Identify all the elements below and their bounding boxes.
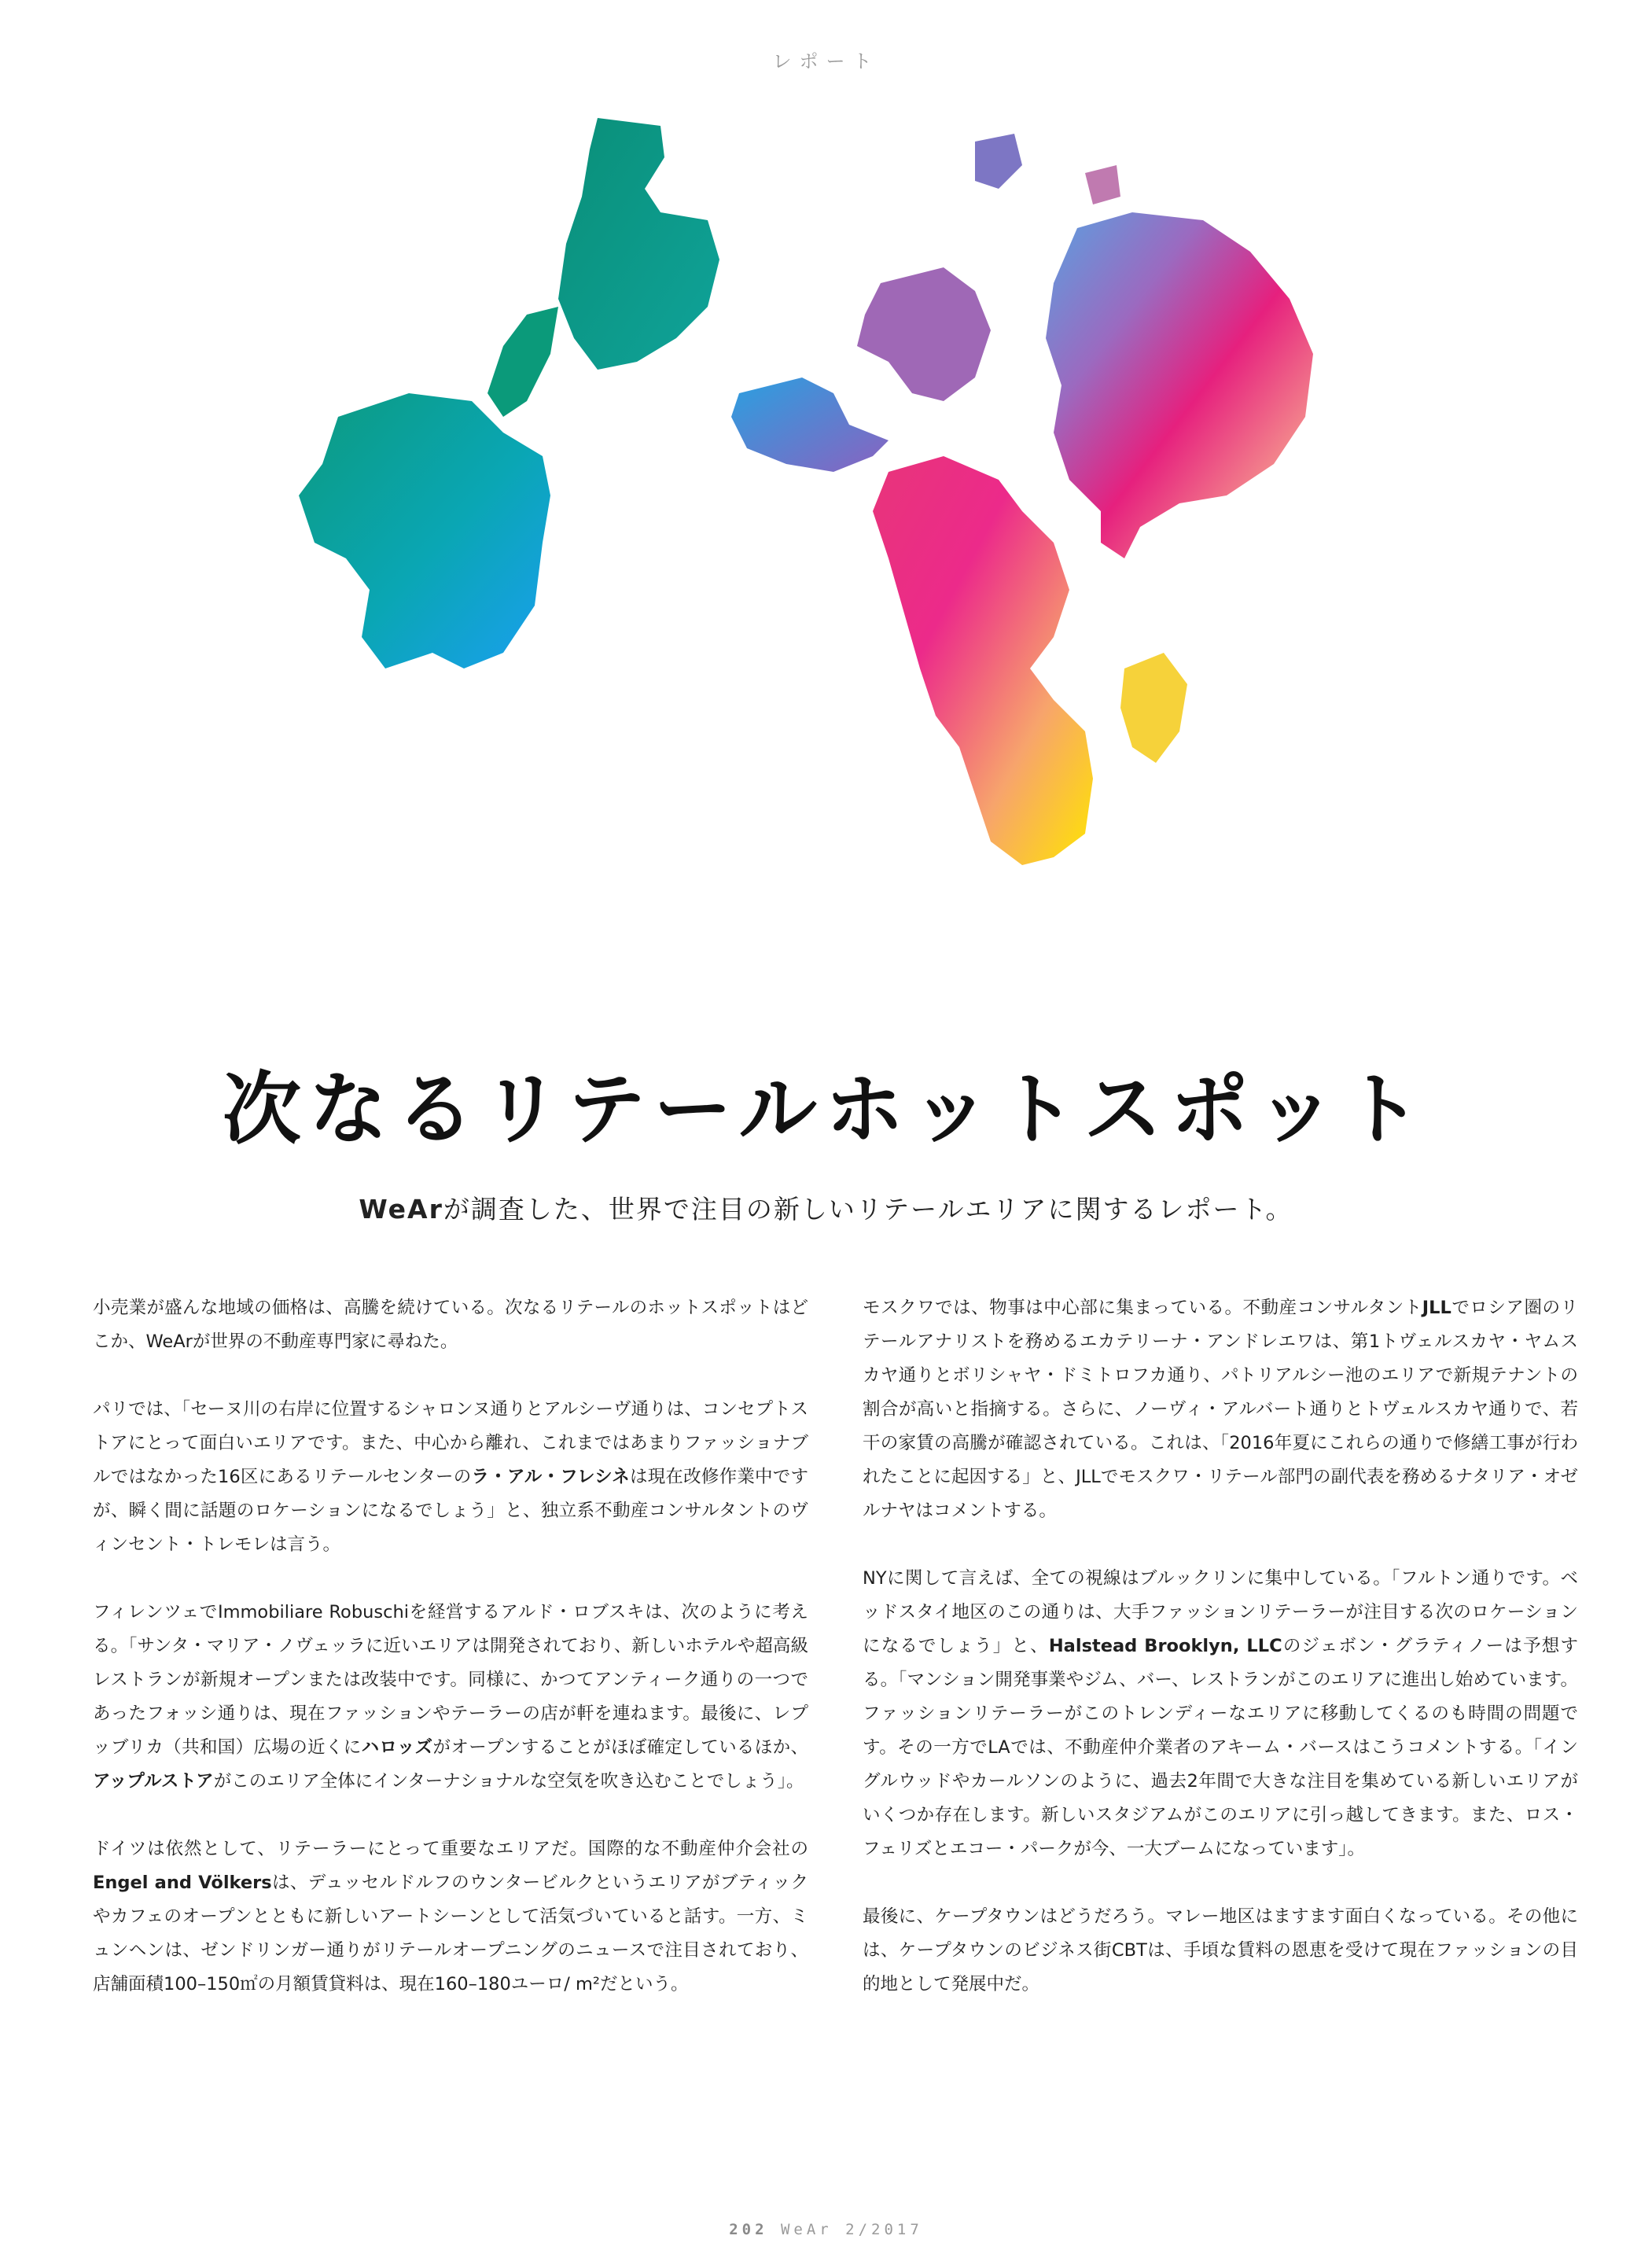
page-footer xyxy=(0,2221,1652,2238)
article-title: 次なるリテールホットスポット xyxy=(223,1063,1429,1155)
map-shape-moscow xyxy=(1046,212,1313,558)
paragraph-text: NYに関して言えば、全ての視線はブルックリンに集中している。「フルトン通りです。ベッドスタイ地区のこの通りは、大手ファッションリテーラーが注目する次のロケーションになるでしょう」と、 xyxy=(863,1568,1578,1656)
cities-map-illustration xyxy=(267,102,1431,904)
paragraph-text: ドイツは依然として、リテーラーにとって重要なエリアだ。国際的な不動産仲介会社の xyxy=(93,1839,808,1859)
paragraph-emphasis: アップルストア xyxy=(93,1771,214,1792)
paragraph-emphasis: JLL xyxy=(1422,1298,1451,1318)
paragraph-text: がこのエリア全体にインターナショナルな空気を吹き込むことでしょう」。 xyxy=(213,1771,804,1792)
paragraph-text: は現在改修作業中ですが、瞬く間に話題のロケーションになるでしょう」と、独立系不動産コンサルタントのヴィンセント・トレモレは言う。 xyxy=(93,1467,808,1555)
map-shape-cape xyxy=(873,456,1093,865)
article-column-left xyxy=(93,1291,808,2035)
map-shape-ny-west xyxy=(488,307,558,417)
map-shape-cape-bay xyxy=(1120,653,1187,763)
paragraph xyxy=(863,1562,1578,1866)
world-cities-map-icon xyxy=(267,102,1431,904)
map-shape-upper-purple xyxy=(975,134,1022,189)
paragraph: 小売業が盛んな地域の価格は、高騰を続けている。次なるリテールのホットスポットはどこか、WeArが世界の不動産専門家に尋ねた。 xyxy=(93,1298,808,1352)
map-shape-small-island xyxy=(1085,165,1120,204)
section-label: レポート xyxy=(772,50,880,72)
map-shape-ny-north xyxy=(558,118,719,370)
paragraph-emphasis: ラ・アル・フレシネ xyxy=(471,1467,630,1487)
paragraph-text: は、デュッセルドルフのウンタービルクというエリアがブティックやカフェのオープンとともに新しいアートシーンとして活気づいていると話す。一方、ミュンヘンは、ゼンドリンガー通りがリテールオープニングのニュースで注目されており、店舗面積100–150㎡の月額賃貸料は、現在160–180ユーロ/ m²だという。 xyxy=(93,1873,808,1994)
paragraph-text: パリでは、「セーヌ川の右岸に位置するシャロンヌ通りとアルシーヴ通りは、コンセプトストアにとって面白いエリアです。また、中心から離れ、これまではあまりファッショナブルではなかった16区にあるリテールセンターの xyxy=(93,1399,808,1487)
subtitle-brand: WeAr xyxy=(359,1194,443,1225)
paragraph: 最後に、ケープタウンはどうだろう。マレー地区はますます面白くなっている。その他には、ケープタウンのビジネス街CBTは、手頃な賃料の恩恵を受けて現在ファッションの目的地として発展中だ。 xyxy=(863,1906,1578,1994)
paragraph-text: のジェボン・グラティノーは予想する。「マンション開発事業やジム、バー、レストランがこのエリアに進出し始めています。ファッションリテーラーがこのトレンディーなエリアに移動してくるのも時間の問題です。その一方でLAでは、不動産仲介業者のアキーム・バースはこうコメントする。「イングルウッドやカールソンのように、過去2年間で大きな注目を集めている新しいエリアがいくつか存在します。新しいスタジアムがこのエリアに引っ越してきます。また、ロス・フェリズとエコー・パークが今、一大ブームになっています」。 xyxy=(863,1636,1578,1859)
paragraph-emphasis: ハロッズ xyxy=(361,1737,433,1758)
article-column-right xyxy=(863,1291,1578,2035)
map-shape-mid-purple xyxy=(857,267,991,401)
page-number: 202 xyxy=(729,2221,768,2238)
map-shape-ny-south xyxy=(299,393,550,668)
paragraph-emphasis: Engel and Völkers xyxy=(93,1873,272,1893)
paragraph-emphasis: Halstead Brooklyn, LLC xyxy=(1048,1636,1282,1656)
paragraph-text: でロシア圏のリテールアナリストを務めるエカテリーナ・アンドレエワは、第1トヴェルスカヤ・ヤムスカヤ通りとボリシャヤ・ドミトロフカ通り、パトリアルシー池のエリアで新規テナントの割合が高いと指摘する。さらに、ノーヴィ・アルバート通りとトヴェルスカヤ通りで、若干の家賃の高騰が確認されている。これは、「2016年夏にこれらの通りで修繕工事が行われたことに起因する」と、JLLでモスクワ・リテール部門の副代表を務めるナタリア・オゼルナヤはコメントする。 xyxy=(863,1298,1578,1521)
paragraph xyxy=(93,1393,808,1562)
subtitle-text: が調査した、世界で注目の新しいリテールエリアに関するレポート。 xyxy=(443,1194,1293,1225)
paragraph-text: フィレンツェでImmobiliare Robuschiを経営するアルド・ロブスキは、次のように考える。「サンタ・マリア・ノヴェッラに近いエリアは開発されており、新しいホテルや超高級レストランが新規オープンまたは改装中です。同様に、かつてアンティーク通りの一つであったフォッシ通りは、現在ファッションやテーラーの店が軒を連ねます。最後に、レプッブリカ（共和国）広場の近くに xyxy=(93,1602,808,1758)
article-subtitle xyxy=(0,1189,1652,1226)
paragraph-text: モスクワでは、物事は中心部に集まっている。不動産コンサルタント xyxy=(863,1298,1422,1318)
paragraph xyxy=(93,1832,808,2002)
paragraph xyxy=(93,1596,808,1799)
map-shape-mid-blue xyxy=(731,378,889,472)
publication-issue: WeAr 2/2017 xyxy=(780,2221,923,2238)
paragraph-text: がオープンすることがほぼ確定しているほか、 xyxy=(432,1737,808,1758)
paragraph xyxy=(863,1291,1578,1528)
